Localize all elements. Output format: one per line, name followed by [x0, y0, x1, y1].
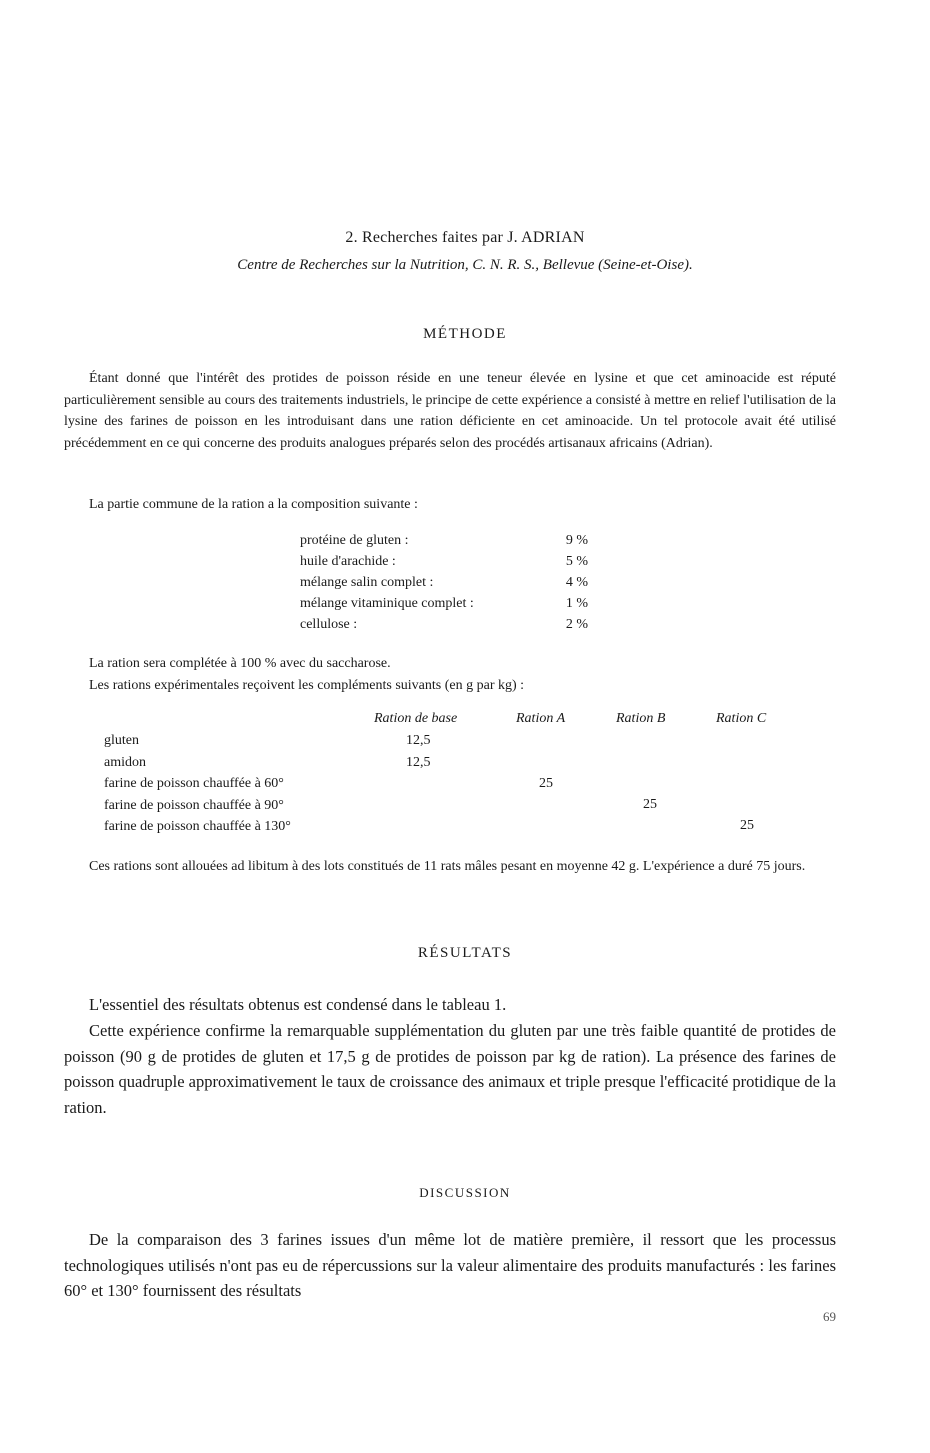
section-heading: 2. Recherches faites par J. ADRIAN	[345, 229, 585, 246]
table-cell: 25	[643, 797, 657, 812]
composition-row	[300, 530, 590, 551]
column-header: Ration C	[716, 711, 767, 726]
table-cell: 12,5	[406, 733, 431, 748]
composition-label: mélange vitaminique complet :	[300, 596, 474, 611]
ration-complete-text: La ration sera complétée à 100 % avec du saccharose.	[89, 656, 391, 671]
column-header: Ration B	[616, 711, 666, 726]
table-row-label: amidon	[104, 755, 146, 770]
allocation-paragraph: Ces rations sont allouées ad libitum à des lots constitués de 11 rats mâles pesant en moyenne 42 g. L'expérience a duré 75 jours.	[89, 859, 806, 874]
composition-value: 9 %	[565, 533, 588, 548]
discussion-paragraph: De la comparaison des 3 farines issues d'un même lot de matière première, il ressort que les processus technologiques utilisés n'ont pas eu de répercussions sur la valeur alimentaire des produits manufacturés : les farines 60° et 130° fournissent des résultats	[64, 1230, 836, 1300]
resultats-title: RÉSULTATS	[417, 945, 513, 961]
table-cell: 25	[740, 818, 754, 833]
affiliation-line: Centre de Recherches sur la Nutrition, C. N. R. S., Bellevue (Seine-et-Oise).	[237, 257, 693, 273]
methode-title: MÉTHODE	[423, 326, 507, 342]
composition-label: cellulose :	[300, 617, 358, 632]
composition-row	[300, 593, 590, 614]
column-header: Ration A	[516, 711, 566, 726]
composition-label: protéine de gluten :	[300, 533, 409, 548]
methode-paragraph: Étant donné que l'intérêt des protides de poisson réside en une teneur élevée en lysine et que cet aminoacide est réputé particulièrement sensible au cours des traitements industriels, le principe de cette expérience a consisté à mettre en relief l'utilisation de la lysine des farines de poisson en les introduisant dans une ration déficiente en cet aminoacide. Un tel protocole avait été utilisé précédemment en ce qui concerne des produits analogues préparés selon des procédés artisanaux africains (Adrian).	[64, 371, 836, 451]
composition-value: 2 %	[565, 617, 588, 632]
composition-value: 1 %	[565, 596, 588, 611]
table-cell: 25	[539, 776, 553, 791]
table-row-label: farine de poisson chauffée à 130°	[104, 819, 291, 834]
ration-intro-text: La partie commune de la ration a la composition suivante :	[89, 497, 418, 512]
composition-label: huile d'arachide :	[300, 554, 396, 569]
table-row-label: farine de poisson chauffée à 60°	[104, 776, 284, 791]
composition-list	[300, 530, 590, 635]
composition-row	[300, 614, 590, 635]
resultats-paragraph: Cette expérience confirme la remarquable supplémentation du gluten par une très faible quantité de protides de poisson (90 g de protides de gluten et 17,5 g de protides de poisson par kg de ration). La présence des farines de poisson quadruple approximativement le taux de croissance des animaux et triple presque l'efficacité protidique de la ration.	[64, 1021, 836, 1117]
table-cell: 12,5	[406, 755, 431, 770]
composition-value: 5 %	[565, 554, 588, 569]
resultats-paragraph: L'essentiel des résultats obtenus est condensé dans le tableau 1.	[89, 995, 507, 1014]
ration-experimental-intro: Les rations expérimentales reçoivent les compléments suivants (en g par kg) :	[89, 678, 525, 693]
composition-row	[300, 572, 590, 593]
composition-value: 4 %	[565, 575, 588, 590]
page-number: 69	[823, 1309, 836, 1324]
composition-row	[300, 551, 590, 572]
column-header: Ration de base	[374, 711, 458, 726]
table-row-label: gluten	[104, 733, 139, 748]
composition-label: mélange salin complet :	[300, 575, 434, 590]
table-row-label: farine de poisson chauffée à 90°	[104, 798, 284, 813]
discussion-title: DISCUSSION	[419, 1185, 511, 1200]
